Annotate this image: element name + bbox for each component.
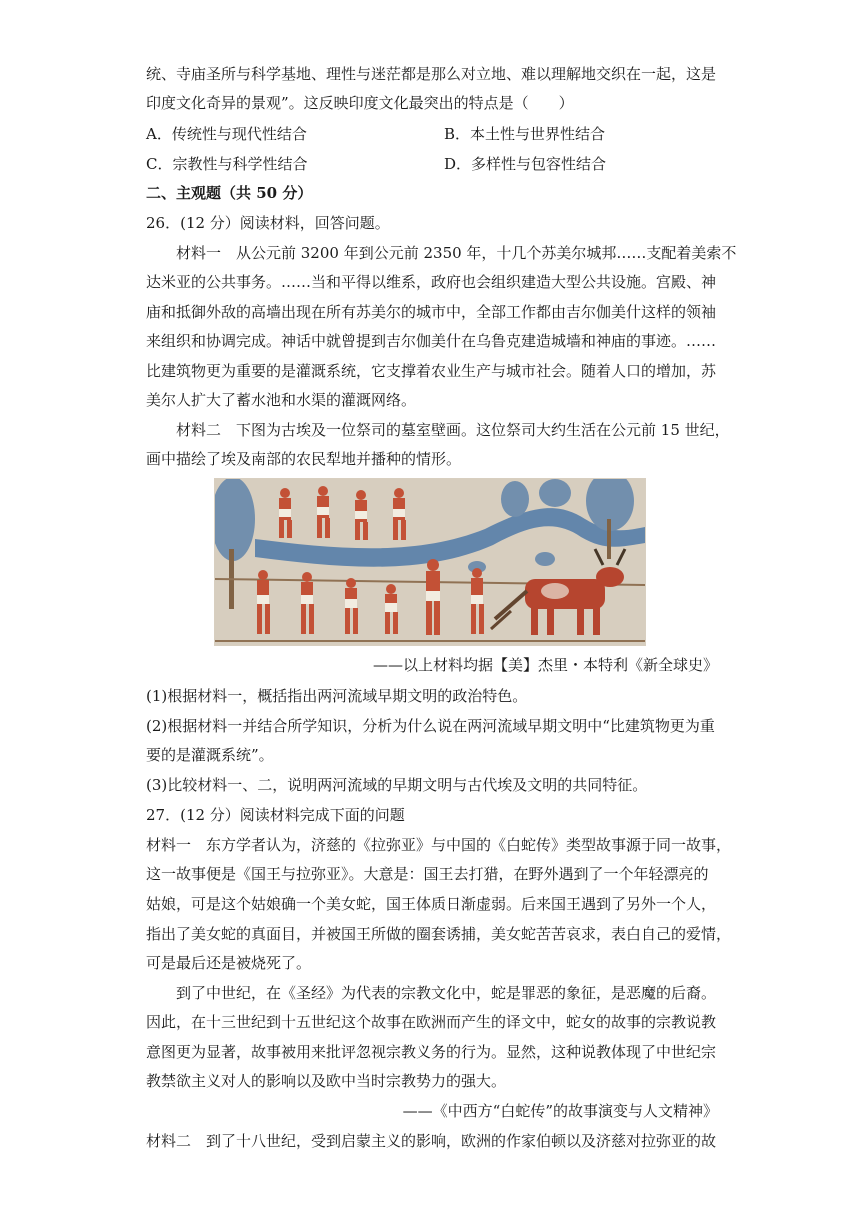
q26-material1-line: 庙和抵御外敌的高墙出现在所有苏美尔的城市中，全部工作都由吉尔伽美什这样的领袖 (146, 303, 717, 321)
q26-question-2-cont: 要的是灌溉系统”。 (146, 746, 274, 764)
q26-question-1: (1)根据材料一，概括指出两河流域早期文明的政治特色。 (146, 687, 528, 705)
q27-material1-line: 姑娘，可是这个姑娘确一个美女蛇，国王体质日渐虚弱。后来国王遇到了另外一个人， (146, 895, 717, 913)
q27-material1-line: 材料一 东方学者认为，济慈的《拉弥亚》与中国的《白蛇传》类型故事源于同一故事， (146, 836, 732, 854)
section-title: 二、主观题（共 50 分） (146, 184, 313, 202)
q26-material1-line: 材料一 从公元前 3200 年到公元前 2350 年，十几个苏美尔城邦……支配着美索不 (176, 244, 737, 262)
egyptian-fresco-image (214, 478, 646, 646)
q26-material1-line: 达米亚的公共事务。……当和平得以维系，政府也会组织建造大型公共设施。宫殿、神 (146, 273, 717, 291)
q25-option-c: C．宗教性与科学性结合 (146, 155, 308, 173)
q26-material1-line: 来组织和协调完成。神话中就曾提到吉尔伽美什在乌鲁克建造城墙和神庙的事迹。…… (146, 332, 717, 350)
q27-material1-line: 指出了美女蛇的真面目，并被国王所做的圈套诱捕，美女蛇苦苦哀求，表白自己的爱情， (146, 925, 732, 943)
q26-question-2: (2)根据材料一并结合所学知识，分析为什么说在两河流域早期文明中“比建筑物更为重 (146, 717, 715, 735)
q26-source: ——以上材料均据【美】杰里・本特利《新全球史》 (372, 656, 718, 674)
q26-material2-line: 材料二 下图为古埃及一位祭司的墓室壁画。这位祭司大约生活在公元前 15 世纪， (176, 421, 730, 439)
q27-para2-line: 意图更为显著，故事被用来批评忽视宗教义务的行为。显然，这种说教体现了中世纪宗 (146, 1043, 717, 1061)
q25-option-a: A．传统性与现代性结合 (146, 125, 307, 143)
q27-header: 27．(12 分）阅读材料完成下面的问题 (146, 806, 405, 824)
q26-question-3: (3)比较材料一、二，说明两河流域的早期文明与古代埃及文明的共同特征。 (146, 776, 648, 794)
q25-option-d: D．多样性与包容性结合 (444, 155, 607, 173)
q27-material1-line: 这一故事便是《国王与拉弥亚》。大意是：国王去打猎，在野外遇到了一个年轻漂亮的 (146, 865, 709, 883)
q26-material2-line: 画中描绘了埃及南部的农民犁地并播种的情形。 (146, 450, 462, 468)
q27-source: ——《中西方“白蛇传”的故事演变与人文精神》 (402, 1102, 718, 1120)
q25-text-line-1: 统、寺庙圣所与科学基地、理性与迷茫都是那么对立地、难以理解地交织在一起，这是 (146, 65, 717, 83)
q27-material1-line: 可是最后还是被烧死了。 (146, 954, 312, 972)
q26-header: 26．(12 分）阅读材料，回答问题。 (146, 214, 390, 232)
q26-material1-line: 美尔人扩大了蓄水池和水渠的灌溉网络。 (146, 391, 417, 409)
q27-para2-line: 因此，在十三世纪到十五世纪这个故事在欧洲而产生的译文中，蛇女的故事的宗教说教 (146, 1013, 717, 1031)
q25-option-b: B．本土性与世界性结合 (444, 125, 606, 143)
q27-para2-line: 教禁欲主义对人的影响以及欧中当时宗教势力的强大。 (146, 1072, 507, 1090)
q27-para2-line: 到了中世纪，在《圣经》为代表的宗教文化中，蛇是罪恶的象征，是恶魔的后裔。 (176, 984, 717, 1002)
q25-text-line-2: 印度文化奇异的景观”。这反映印度文化最突出的特点是（ ） (146, 94, 574, 112)
q26-material1-line: 比建筑物更为重要的是灌溉系统，它支撑着农业生产与城市社会。随着人口的增加，苏 (146, 362, 717, 380)
q27-material2-line: 材料二 到了十八世纪，受到启蒙主义的影响，欧洲的作家伯顿以及济慈对拉弥亚的故 (146, 1132, 717, 1150)
